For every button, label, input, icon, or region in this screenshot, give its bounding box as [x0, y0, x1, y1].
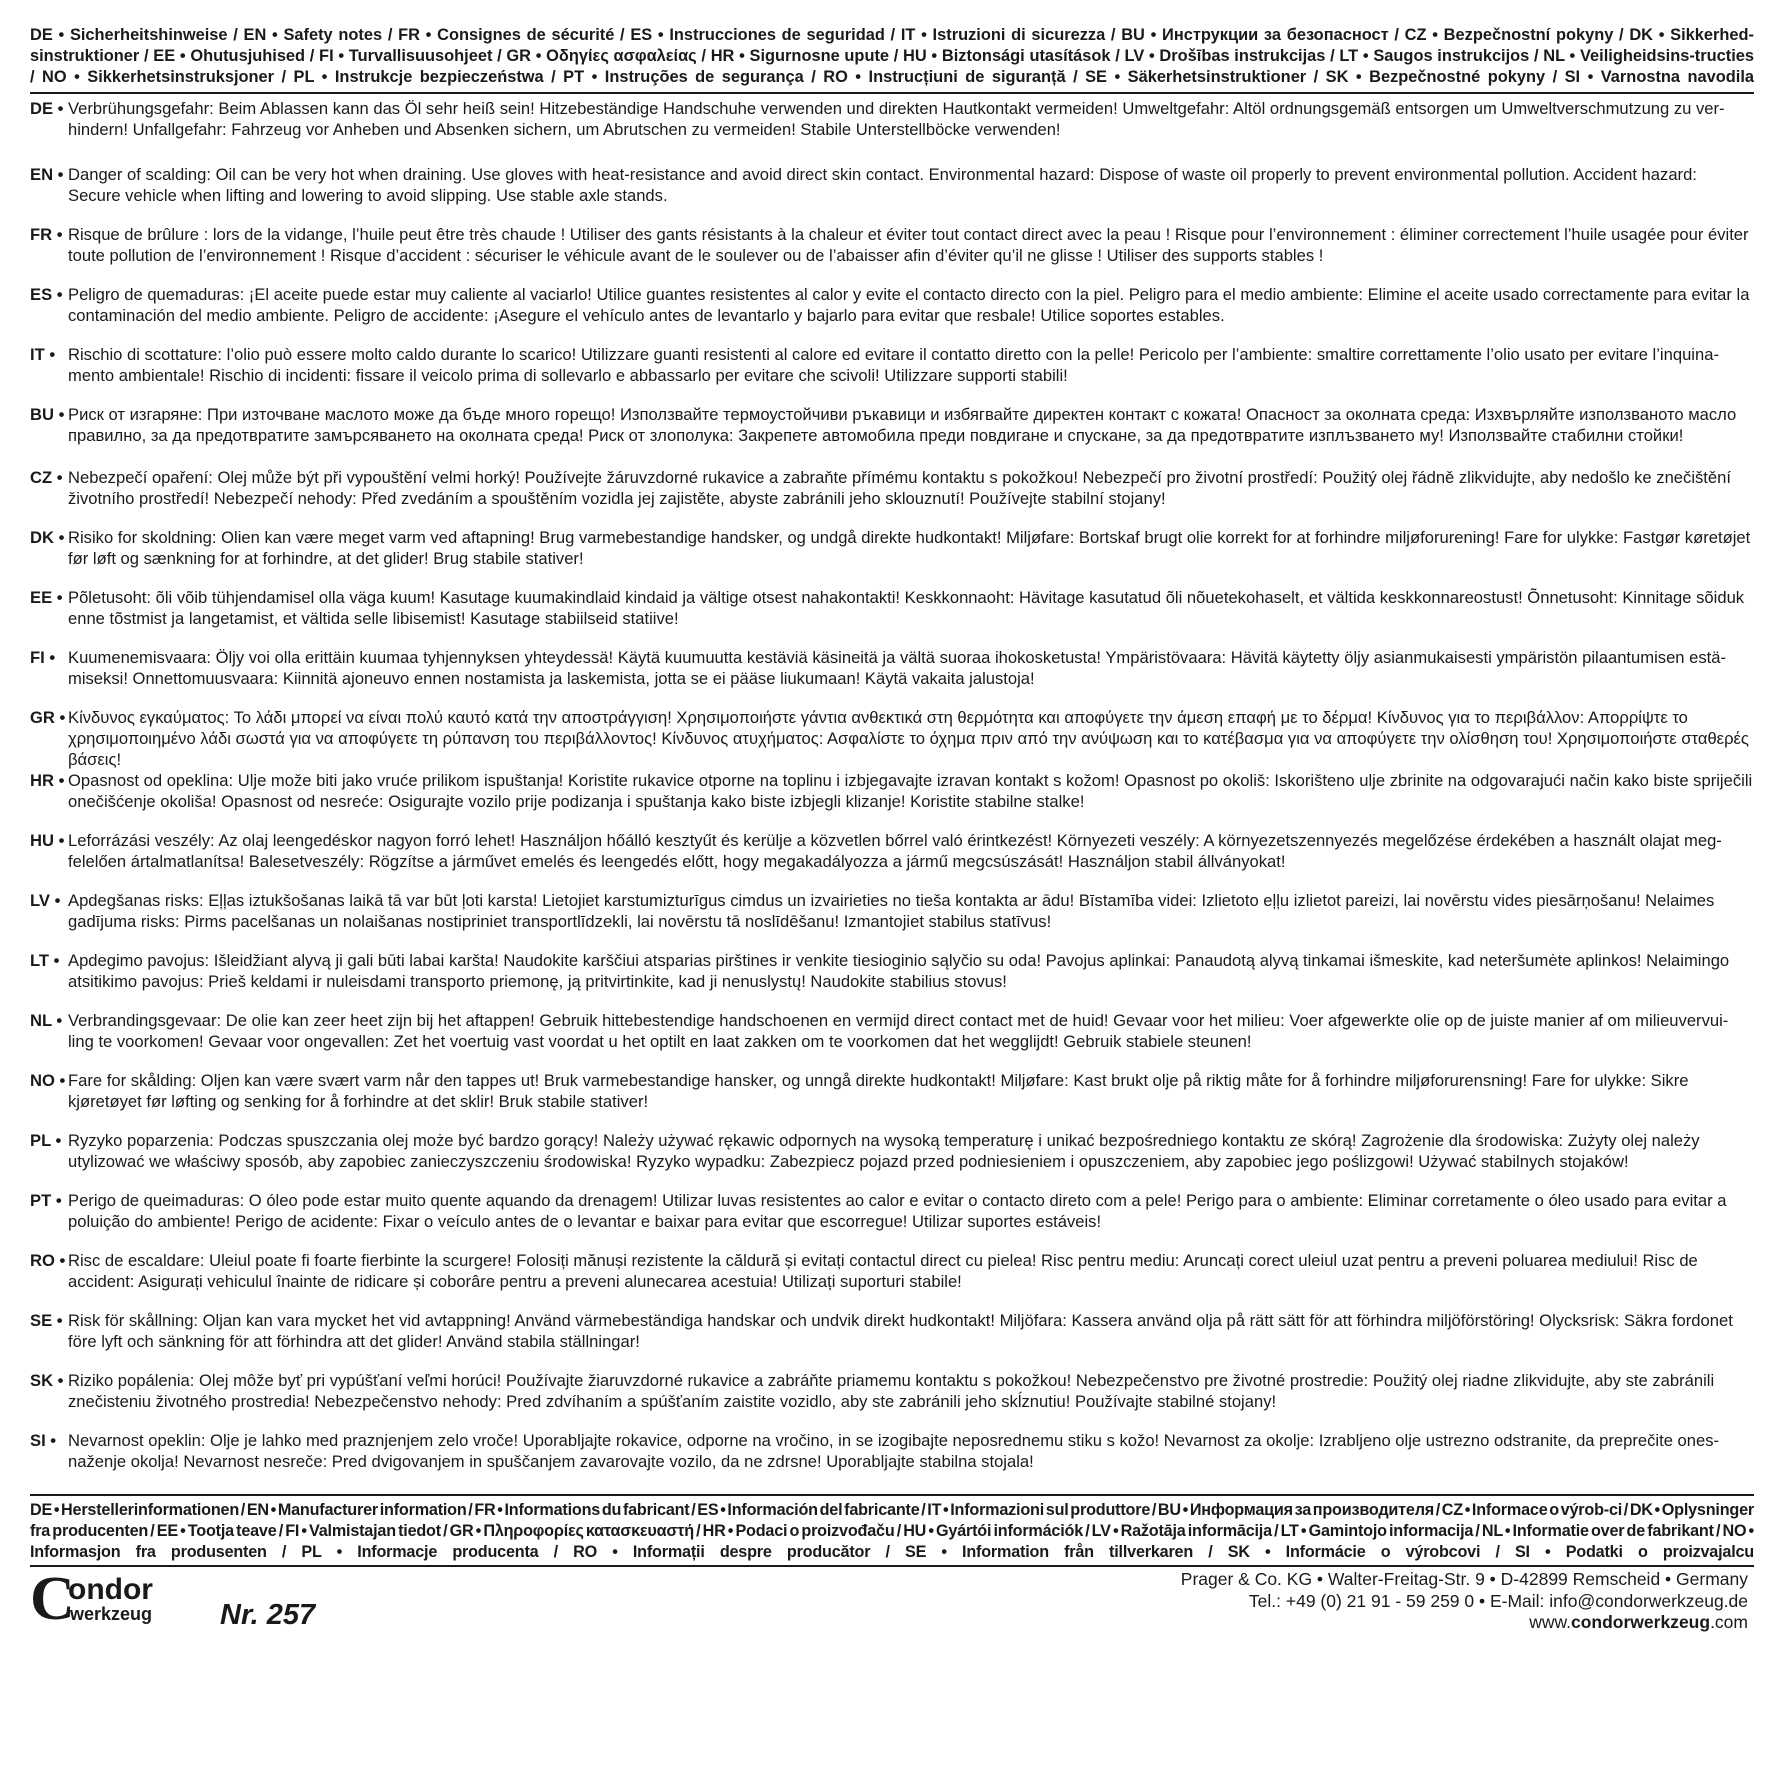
language-code: LT • [30, 951, 60, 970]
language-section [30, 1130, 1754, 1190]
safety-text: Apdegimo pavojus: Išleidžiant alyvą ji gali būti labai karšta! Naudokite karščiui atsparias pirštines ir venkite tiesioginio sąlyčio su oda! Pavojus aplinkai: Panaudotą alyvą tinkamai išmeskite, kad neteršumėte aplinkos! Nelaimingo atsitikimo pavojus: Prieš keldami ir nuleisdami transporto priemonę, ją pritvirtinkite, kad ji nenuslystų! Naudokite stabilius stovus! [68, 951, 1730, 991]
language-code: DE • [30, 99, 64, 118]
language-code: HR • [30, 771, 65, 790]
language-section [30, 1310, 1754, 1370]
language-section [30, 647, 1754, 707]
language-section [30, 770, 1754, 830]
safety-text: Põletusoht: õli võib tühjendamisel olla väga kuum! Kasutage kuumakindlaid kindaid ja vältige otsest nahakontakti! Keskkonnaoht: Hävitage kasutatud õli nõuetekohaselt, et vältida keskkonnareostust! Õnnetusoht: Kinnitage sõiduk enne tõstmist ja langetamist, et vältida selle libisemist! Kasutage stabiilseid statiive! [68, 588, 1745, 628]
safety-text: Риск от изгаряне: При източване маслото може да бъде много горещо! Използвайте термоустойчиви ръкавици и избягвайте директен контакт с кожата! Опасност за околната среда: Изхвърляйте използваното масло правилно, за да предотвратите замърсяването на околната среда! Риск от злополука: Закрепете автомобила преди повдигане и спускане, за да предотвратите изплъзването му! Използвайте стабилни стойки! [68, 405, 1737, 445]
language-code: EE • [30, 588, 63, 607]
language-section [30, 950, 1754, 1010]
language-code: BU • [30, 405, 65, 424]
language-section [30, 1010, 1754, 1070]
language-code: PL • [30, 1131, 62, 1150]
safety-text: Rischio di scottature: l’olio può essere molto caldo durante lo scarico! Utilizzare guanti resistenti al calore ed evitare il contatto diretto con la pelle! Pericolo per l’ambiente: smaltire correttamente l’olio usato per evitare l’inquina-mento ambientale! Rischio di incidenti: fissare il veicolo prima di sollevarlo e abbassarlo per evitare che scivoli! Utilizzare supporti stabili! [68, 345, 1719, 385]
logo-wordmark: ondor [68, 1573, 153, 1606]
safety-text: Risque de brûlure : lors de la vidange, l’huile peut être très chaude ! Utiliser des gants résistants à la chaleur et éviter tout contact direct avec la peau ! Risque pour l’environnement : éliminer correctement l’huile usagée pour éviter toute pollution de l’environnement ! Risque d’accident : sécuriser le véhicule avant de le soulever ou de l’abaisser afin d’éviter qu’il ne glisse ! Utiliser des supports stables ! [68, 225, 1749, 265]
safety-text: Κίνδυνος εγκαύματος: Το λάδι μπορεί να είναι πολύ καυτό κατά την αποστράγγιση! Χρησιμοποιήστε γάντια ανθεκτικά στη θερμότητα και αποφύγετε την άμεση επαφή με το δέρμα! Κίνδυνος για το περιβάλλον: Απορρίψτε το χρησιμοποιημένο λάδι σωστά για να αποφύγετε τη ρύπανση του περιβάλλοντος! Κίνδυνος ατυχήματος: Ασφαλίστε το όχημα πριν από την ανύψωση και το κατέβασμα για να αποφύγετε την ολίσθηση του! Χρησιμοποιήστε σταθερές βάσεις! [68, 708, 1749, 769]
safety-text: Perigo de queimaduras: O óleo pode estar muito quente aquando da drenagem! Utilizar luvas resistentes ao calor e evitar o contacto direto com a pele! Perigo para o ambiente: Eliminar corretamente o óleo usado para evitar a poluição do ambiente! Perigo de acidente: Fixar o veículo antes de o levantar e baixar para evitar que escorregue! Utilizar suportes estáveis! [68, 1191, 1727, 1231]
manufacturer-info-heading: DE • Herstellerinformationen / EN • Manufacturer information / FR • Informations du fabricant / ES • Información del fabricante / IT • Informazioni sul produttore / BU • Информация за производителя / CZ • Informace o výrob-ci / DK • Oplysninger fra producenten / EE • Tootja teave / FI • Valmistajan tiedot / GR • Πληροφορίες κατασκευαστή / HR • Podaci o proizvođaču / HU • Gyártói információk / LV • Ražotāja informācija / LT • Gamintojo informacija / NL • Informatie over de fabrikant / NO • Informasjon fra produsenten / PL • Informacje producenta / RO • Informații despre producător / SE • Information från tillverkaren / SK • Informácie o výrobcovi / SI • Podatki o proizvajalcu [30, 1501, 1754, 1561]
language-section [30, 224, 1754, 284]
language-section [30, 284, 1754, 344]
website-suffix: .com [1710, 1612, 1748, 1632]
website-prefix: www. [1529, 1612, 1571, 1632]
language-code: HU • [30, 831, 65, 850]
language-section [30, 164, 1754, 224]
safety-text: Verbrühungsgefahr: Beim Ablassen kann das Öl sehr heiß sein! Hitzebeständige Handschuhe verwenden und direkten Hautkontakt vermeiden! Umweltgefahr: Altöl ordnungsgemäß entsorgen um Umweltverschmutzung zu ver-hindern! Unfallgefahr: Fahrzeug vor Anheben und Absenken sichern, um Abrutschen zu vermeiden! Stabile Unterstellböcke verwenden! [68, 99, 1725, 139]
language-code: SE • [30, 1311, 63, 1330]
language-section [30, 890, 1754, 950]
footer-divider-top [30, 1494, 1754, 1496]
safety-text: Risc de escaldare: Uleiul poate fi foarte fierbinte la scurgere! Folosiți mănuși rezistente la căldură și evitați contactul direct cu pielea! Risc pentru mediu: Aruncați corect uleiul uzat pentru a preveni poluarea mediului! Risc de accident: Asigurați vehiculul înainte de ridicare și coborâre pentru a preveni alunecarea acestuia! Utilizați suporturi stabile! [68, 1251, 1698, 1291]
safety-text: Ryzyko poparzenia: Podczas spuszczania olej może być bardzo gorący! Należy używać rękawic odpornych na wysoką temperaturę i unikać bezpośredniego kontaktu ze skórą! Zagrożenie dla środowiska: Zużyty olej należy utylizować we właściwy sposób, aby zapobiec zanieczyszczeniu środowiska! Ryzyko wypadku: Zabezpiecz pojazd przed podniesieniem i opuszczeniem, aby zapobiec jego poślizgowi! Używać stabilnych stojaków! [68, 1131, 1700, 1171]
language-section [30, 1190, 1754, 1250]
safety-text: Risiko for skoldning: Olien kan være meget varm ved aftapning! Brug varmebestandige handsker, og undgå direkte hudkontakt! Miljøfare: Bortskaf brugt olie korrekt for at forhindre miljøforurening! Fare for ulykke: Fastgør køretøjet før løft og sænkning for at forhindre, at det glider! Brug stabile stativer! [68, 528, 1751, 568]
safety-text: Peligro de quemaduras: ¡El aceite puede estar muy caliente al vaciarlo! Utilice guantes resistentes al calor y evite el contacto directo con la piel. Peligro para el medio ambiente: Elimine el aceite usado correctamente para evitar la contaminación del medio ambiente. Peligro de accidente: ¡Asegure el vehículo antes de levantarlo y bajarlo para evitar que resbale! Utilice soportes estables. [68, 285, 1750, 325]
language-section [30, 467, 1754, 527]
language-section [30, 1070, 1754, 1130]
language-code: PT • [30, 1191, 62, 1210]
language-code: NL • [30, 1011, 63, 1030]
language-section [30, 98, 1754, 164]
language-section [30, 830, 1754, 890]
language-code: NO • [30, 1071, 66, 1090]
language-code: FR • [30, 225, 63, 244]
safety-text: Opasnost od opeklina: Ulje može biti jako vruće prilikom ispuštanja! Koristite rukavice otporne na toplinu i izbjegavajte izravan kontakt s kožom! Opasnost po okoliš: Iskorišteno ulje zbrinite na odgovarajući način kako biste spriječili onečišćenje okoliša! Opasnost od nesreće: Osigurajte vozilo prije podizanja i spuštanja kako biste izbjegli klizanje! Koristite stabilne stalke! [68, 771, 1753, 811]
contact-line: Tel.: +49 (0) 21 91 - 59 259 0 • E-Mail: info@condorwerkzeug.de [1248, 1590, 1748, 1611]
safety-sections [30, 98, 1754, 1490]
language-section [30, 587, 1754, 647]
language-code: GR • [30, 708, 66, 727]
language-code: SK • [30, 1371, 64, 1390]
safety-text: Kuumenemisvaara: Öljy voi olla erittäin kuumaa tyhjennyksen yhteydessä! Käytä kuumuutta kestäviä käsineitä ja vältä suoraa ihokosketusta! Ympäristövaara: Hävitä käytetty öljy asianmukaisesti ympäristön pilaantumisen estä-miseksi! Onnettomuusvaara: Kiinnitä ajoneuvo ennen nostamista ja laskemista, jotta se ei pääse liukumaan! Käytä vakaita jalustoja! [68, 648, 1727, 688]
safety-text: Verbrandingsgevaar: De olie kan zeer heet zijn bij het aftappen! Gebruik hittebestendige handschoenen en vermijd direct contact met de huid! Gevaar voor het milieu: Voer afgewerkte olie op de juiste manier af om milieuvervui-ling te voorkomen! Gevaar voor ongevallen: Zet het voertuig vast voordat u het optilt en laat zakken om te voorkomen dat het wegglijdt! Gebruik stabiele steunen! [68, 1011, 1729, 1051]
condor-werkzeug-logo [30, 1571, 200, 1629]
safety-text: Fare for skålding: Oljen kan være svært varm når den tappes ut! Bruk varmebestandige hansker, og unngå direkte hudkontakt! Miljøfare: Kast brukt olje på riktig måte for å forhindre miljøforurensning! Fare for ulykke: Sikre kjøretøyet før løfting og senking for å forhindre at det sklir! Bruk stabile stativer! [68, 1071, 1689, 1111]
language-code: EN • [30, 165, 64, 184]
language-section [30, 1250, 1754, 1310]
safety-notes-heading: DE • Sicherheitshinweise / EN • Safety notes / FR • Consignes de sécurité / ES • Instrucciones de seguridad / IT • Istruzioni di sicurezza / BU • Инструкции за безопасност / CZ • Bezpečnostní pokyny / DK • Sikkerhed-sinstruktioner / EE • Ohutusjuhised / FI • Turvallisuusohjeet / GR • Οδηγίες ασφαλείας / HR • Sigurnosne upute / HU • Biztonsági utasítások / LV • Drošības instrukcijas / LT • Saugos instrukcijos / NL • Veiligheidsins-tructies / NO • Sikkerhetsinstruksjoner / PL • Instrukcje bezpieczeństwa / PT • Instruções de segurança / RO • Instrucțiuni de siguranță / SE • Säkerhetsinstruktioner / SK • Bezpečnostné pokyny / SI • Varnostna navodila [30, 26, 1754, 86]
language-code: FI • [30, 648, 56, 667]
logo-subtitle: werkzeug [70, 1604, 153, 1624]
document-page [30, 25, 1754, 1647]
language-code: LV • [30, 891, 61, 910]
safety-text: Risk för skållning: Oljan kan vara mycket het vid avtappning! Använd värmebeständiga handskar och undvik direkt hudkontakt! Miljöfara: Kassera använd olja på rätt sätt för att förhindra miljöförstöring! Olycksrisk: Säkra fordonet före lyft och sänkning för att förhindra att det glider! Använd stabila ställningar! [68, 1311, 1733, 1351]
safety-text: Nebezpečí opaření: Olej může být při vypouštění velmi horký! Používejte žáruvzdorné rukavice a zabraňte přímému kontaktu s pokožkou! Nebezpečí pro životní prostředí: Použitý olej řádně zlikvidujte, aby nedošlo ke znečištění životního prostředí! Nebezpečí nehody: Před zvedáním a spouštěním vozidla jej zajistěte, abyste zabránili jeho sklouznutí! Používejte stabilní stojany! [68, 468, 1731, 508]
safety-text: Riziko popálenia: Olej môže byť pri vypúšťaní veľmi horúci! Používajte žiaruvzdorné rukavice a zabráňte priamemu kontaktu s pokožkou! Nebezpečenstvo pre životné prostredie: Použitý olej riadne zlikvidujte, aby ste zabránili znečisteniu životného prostredia! Nebezpečenstvo nehody: Pred zdvíhaním a spúšťaním zaistite vozidlo, aby ste zabránili jeho skĺznutiu! Používajte stabilné stojany! [68, 1371, 1715, 1411]
language-code: CZ • [30, 468, 63, 487]
language-section [30, 1370, 1754, 1430]
language-code: RO • [30, 1251, 66, 1270]
model-number: Nr. 257 [220, 1599, 316, 1631]
logo-initial: C [30, 1571, 75, 1629]
language-code: SI • [30, 1431, 57, 1450]
website-link[interactable] [1181, 1612, 1748, 1634]
language-section [30, 404, 1754, 467]
language-section [30, 527, 1754, 587]
safety-text: Apdegšanas risks: Eļļas iztukšošanas laikā tā var būt ļoti karsta! Lietojiet karstumizturīgus cimdus un izvairieties no tieša kontakta ar ādu! Bīstamība videi: Izlietoto eļļu izlietot pareizi, lai novērstu vides piesārņošanu! Nelaimes gadījuma risks: Pirms pacelšanas un nolaišanas nostipriniet transportlīdzekli, lai novērstu tā noslīdēšanu! Izmantojiet stabilus statīvus! [68, 891, 1715, 931]
language-section [30, 707, 1754, 770]
safety-text: Leforrázási veszély: Az olaj leengedéskor nagyon forró lehet! Használjon hőálló kesztyűt és kerülje a közvetlen bőrrel való érintkezést! Környezeti veszély: A környezetszennyezés megelőzése érdekében a használt olajat meg-felelően ártalmatlanítsa! Balesetveszély: Rögzítse a járművet emelés és leengedés előtt, hogy megakadályozza a jármű megcsúszását! Használjon stabil állványokat! [68, 831, 1722, 871]
language-code: ES • [30, 285, 63, 304]
website-domain: condorwerkzeug [1571, 1612, 1711, 1632]
manufacturer-footer [30, 1567, 1754, 1647]
address-line: Prager & Co. KG • Walter-Freitag-Str. 9 • D-42899 Remscheid • Germany [1180, 1569, 1748, 1589]
language-section [30, 344, 1754, 404]
safety-text: Danger of scalding: Oil can be very hot when draining. Use gloves with heat-resistance and avoid direct skin contact. Environmental hazard: Dispose of waste oil properly to prevent environmental pollution. Accident hazard: Secure vehicle when lifting and lowering to avoid slipping. Use stable axle stands. [68, 165, 1697, 205]
header-divider [30, 92, 1754, 94]
safety-text: Nevarnost opeklin: Olje je lahko med praznjenjem zelo vroče! Uporabljajte rokavice, odporne na vročino, in se izogibajte neposrednemu stiku s kožo! Nevarnost za okolje: Izrabljeno olje ustrezno odstranite, da preprečite ones-naženje okolja! Nevarnost nesreče: Pred dvigovanjem in spuščanjem zavarovajte vozilo, da ne zdrsne! Uporabljajte stabilna stojala! [68, 1431, 1720, 1471]
manufacturer-address [1181, 1569, 1748, 1634]
language-section [30, 1430, 1754, 1490]
language-code: DK • [30, 528, 65, 547]
language-code: IT • [30, 345, 56, 364]
